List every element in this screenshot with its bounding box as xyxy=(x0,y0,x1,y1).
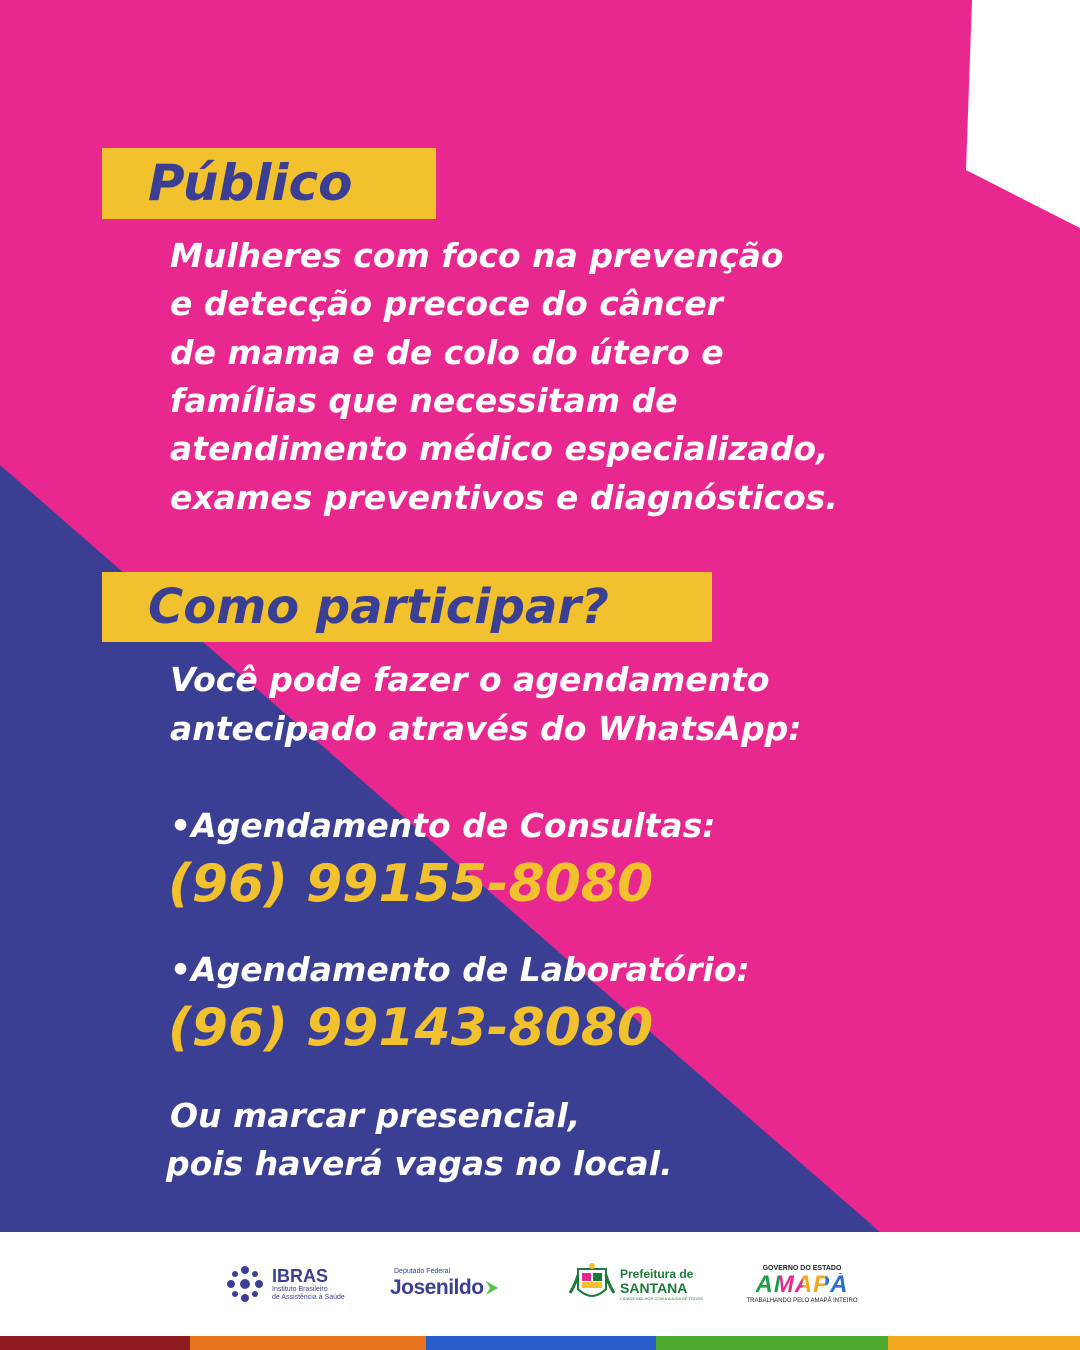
governo-tagline: TRABALHANDO PELO AMAPÁ INTEIRO xyxy=(746,1297,858,1304)
ibras-logo xyxy=(226,1262,356,1306)
governo-amapa-logo xyxy=(744,1262,860,1306)
publico-line-5: atendimento médico especializado, xyxy=(170,429,829,468)
laboratorio-label: •Agendamento de Laboratório: xyxy=(170,950,750,989)
ibras-name: IBRAS xyxy=(272,1266,329,1286)
ibras-subtitle-1: Instituto Brasileiro xyxy=(272,1286,328,1293)
ibras-subtitle-2: de Assistência à Saúde xyxy=(272,1294,345,1301)
ibras-icon xyxy=(226,1265,264,1303)
participar-heading: Como participar? xyxy=(148,579,609,635)
publico-heading: Público xyxy=(148,154,353,212)
governo-name: AMAPÁ xyxy=(755,1270,849,1298)
stripe-blue xyxy=(426,1336,656,1350)
deputado-logo xyxy=(390,1262,520,1306)
participar-intro-line-1: Você pode fazer o agendamento xyxy=(170,660,770,699)
footer-logo-bar xyxy=(0,1232,1080,1336)
publico-line-3: de mama e de colo do útero e xyxy=(170,333,724,372)
consultas-phone: (96) 99155-8080 xyxy=(168,854,654,914)
stripe-orange xyxy=(190,1336,426,1350)
publico-line-4: famílias que necessitam de xyxy=(170,381,678,420)
participar-intro-line-2: antecipado através do WhatsApp: xyxy=(170,709,802,748)
prefeitura-line-2: SANTANA xyxy=(620,1279,688,1296)
closing-line-1: Ou marcar presencial, xyxy=(170,1096,581,1135)
governo-top: GOVERNO DO ESTADO xyxy=(762,1264,842,1272)
white-corner-shape xyxy=(966,0,1080,228)
publico-line-1: Mulheres com foco na prevenção xyxy=(170,236,784,275)
city-crest-icon xyxy=(568,1263,616,1305)
deputado-name: Josenildo xyxy=(390,1276,484,1299)
laboratorio-phone: (96) 99143-8080 xyxy=(168,998,654,1058)
stripe-green xyxy=(656,1336,888,1350)
prefeitura-line-1: Prefeitura de xyxy=(620,1266,694,1281)
stripe-dark-red xyxy=(0,1336,190,1350)
prefeitura-tagline: CIDADE MELHOR COM A AJUDA DE TODOS xyxy=(620,1295,703,1301)
publico-line-2: e detecção precoce do câncer xyxy=(170,284,723,323)
consultas-label: •Agendamento de Consultas: xyxy=(170,806,716,845)
stripe-amber xyxy=(888,1336,1080,1350)
publico-line-6: exames preventivos e diagnósticos. xyxy=(170,478,838,517)
arrow-icon xyxy=(486,1281,498,1295)
deputado-title: Deputado Federal xyxy=(394,1268,451,1275)
prefeitura-logo xyxy=(568,1262,703,1306)
closing-line-2: pois haverá vagas no local. xyxy=(166,1144,673,1183)
